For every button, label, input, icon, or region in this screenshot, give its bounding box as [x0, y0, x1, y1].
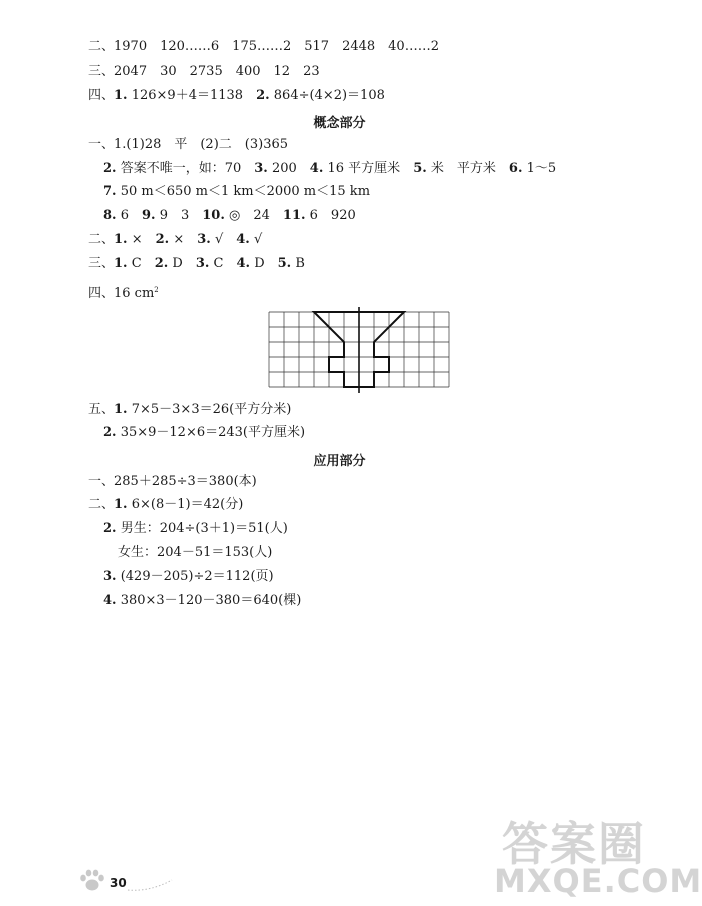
- answer-text: 16 平方厘米: [323, 161, 414, 176]
- answer-text: 50 m＜650 m＜1 km＜2000 m＜15 km: [116, 184, 371, 199]
- item-number: 2.: [256, 88, 270, 103]
- item-number: 3.: [197, 232, 211, 247]
- concept-line-1: 一、1.(1)28 平 (2)二 (3)365: [88, 137, 289, 152]
- item-number: 1.: [114, 402, 128, 417]
- concept-line-3: [103, 184, 370, 200]
- item-number: 3.: [254, 161, 268, 176]
- answer-text: 男生：204÷(3＋1)＝51(人): [116, 521, 288, 536]
- concept-line-6: [88, 256, 305, 272]
- paw-print-icon: [78, 868, 106, 894]
- item-number: 8.: [103, 208, 117, 223]
- answer-text: D: [250, 256, 278, 271]
- page-number: 30: [110, 876, 127, 890]
- answer-text: 7×5－3×3＝26(平方分米): [127, 402, 292, 417]
- item-number: 2.: [103, 521, 117, 536]
- answer-text: 1～5: [522, 161, 557, 176]
- prefix: 四、: [88, 88, 115, 103]
- answer-text: 35×9－12×6＝243(平方厘米): [116, 425, 306, 440]
- answer-text: ◎ 24: [224, 208, 283, 223]
- applied-line-5: [103, 569, 274, 585]
- answer-text: ×: [127, 232, 156, 247]
- answer-text: B: [291, 256, 305, 271]
- item-number: 4.: [236, 232, 250, 247]
- item-number: 2.: [155, 232, 170, 247]
- concept-line-8: [88, 402, 291, 418]
- line-section-2: 二、1970 120……6 175……2 517 2448 40……2: [88, 39, 439, 54]
- answer-text: 6×(8－1)＝42(分): [127, 497, 244, 512]
- prefix: 二、: [88, 232, 115, 247]
- item-number: 1.: [114, 256, 128, 271]
- item-number: 4.: [309, 161, 324, 176]
- item-number: 2.: [103, 161, 117, 176]
- prefix: 二、: [88, 497, 115, 512]
- answer-text: 200: [267, 161, 310, 176]
- answer-text: √: [249, 232, 263, 247]
- item-number: 4.: [236, 256, 251, 271]
- line-section-4: [88, 88, 385, 104]
- answer-text: 126×9＋4＝1138: [127, 88, 257, 103]
- item-number: 4.: [103, 593, 117, 608]
- applied-line-6: [103, 593, 301, 609]
- concept-line-5: [88, 232, 262, 248]
- item-number: 3.: [103, 569, 117, 584]
- applied-line-4: 女生：204－51＝153(人): [118, 545, 273, 560]
- answer-text: (429－205)÷2＝112(页): [116, 569, 274, 584]
- prefix: 五、: [88, 402, 115, 417]
- concept-section-title: 概念部分: [313, 116, 366, 131]
- applied-line-3: [103, 521, 288, 537]
- answer-text: 答案不唯一，如：70: [116, 161, 255, 176]
- answer-text: 9 3: [155, 208, 203, 223]
- concept-line-7: [88, 282, 159, 302]
- prefix: 三、: [88, 256, 115, 271]
- superscript: 2: [154, 286, 159, 294]
- item-number: 11.: [282, 208, 306, 223]
- watermark-top: 答案圈: [502, 817, 646, 871]
- line-section-3: 三、2047 30 2735 400 12 23: [88, 64, 320, 79]
- item-number: 9.: [141, 208, 156, 223]
- answer-text: ×: [169, 232, 198, 247]
- item-number: 2.: [103, 425, 117, 440]
- applied-section-title: 应用部分: [313, 454, 366, 469]
- item-number: 3.: [195, 256, 210, 271]
- answer-text: 6 920: [305, 208, 356, 223]
- concept-line-4: [103, 208, 356, 224]
- footer-dotted-curve: [126, 878, 174, 892]
- applied-line-2: [88, 497, 243, 513]
- answer-text: D: [168, 256, 196, 271]
- item-number: 1.: [114, 232, 128, 247]
- answer-text: √: [210, 232, 237, 247]
- concept-line-9: [103, 425, 305, 441]
- answer-text: 864÷(4×2)＝108: [269, 88, 385, 103]
- item-number: 2.: [154, 256, 169, 271]
- item-number: 5.: [277, 256, 292, 271]
- watermark-bottom: MXQE.COM: [494, 862, 702, 900]
- item-number: 5.: [413, 161, 427, 176]
- answer-text: 6: [116, 208, 142, 223]
- item-number: 6.: [508, 161, 523, 176]
- item-number: 10.: [202, 208, 225, 223]
- answer-text: C: [209, 256, 237, 271]
- item-number: 7.: [103, 184, 117, 199]
- item-number: 1.: [114, 497, 128, 512]
- item-number: 1.: [114, 88, 128, 103]
- answer-text: 米 平方米: [426, 161, 509, 176]
- concept-line-2: [103, 161, 556, 177]
- answer-text: 四、16 cm: [88, 286, 155, 301]
- answer-text: 380×3－120－380＝640(棵): [116, 593, 302, 608]
- applied-line-1: 一、285＋285÷3＝380(本): [88, 474, 257, 489]
- grid-figure: [268, 311, 450, 389]
- answer-text: C: [127, 256, 155, 271]
